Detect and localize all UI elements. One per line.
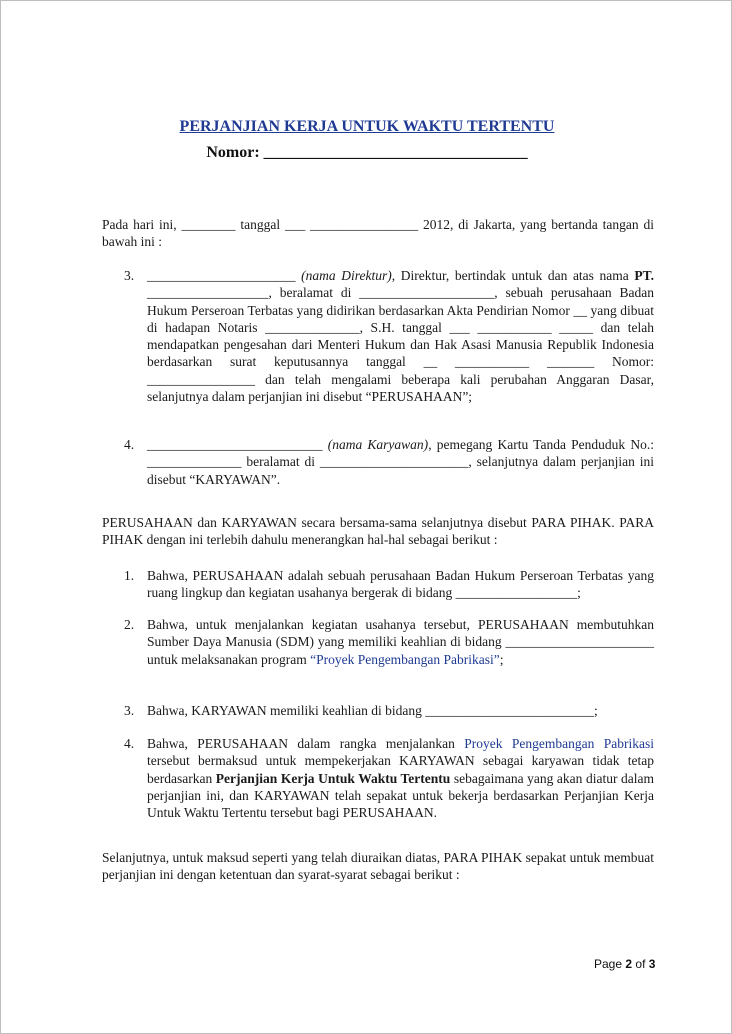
recital-2-program-name: “Proyek Pengembangan Pabrikasi”	[310, 651, 500, 667]
recital-2-text-b: ;	[499, 651, 504, 667]
recital-2-text-a: Bahwa, untuk menjalankan kegiatan usahanya tersebut, PERUSAHAAN membutuhkan Sumber Daya Manusia (SDM) yang memiliki keahlian di bidang ______________________ untuk melaksanakan program	[147, 617, 654, 667]
recital-4-agreement-name: Perjanjian Kerja Untuk Waktu Tertentu	[215, 770, 451, 786]
recital-4-text-c: sebagaimana yang akan diatur dalam perjanjian ini, dan KARYAWAN telah sepakat untuk bekerja berdasarkan Perjanjian Kerja Untuk Waktu Tertentu tersebut bagi PERUSAHAAN.	[147, 770, 655, 821]
para-pihak-paragraph: PERUSAHAAN dan KARYAWAN secara bersama-sama selanjutnya disebut PARA PIHAK. PARA PIHAK dengan ini terlebih dahulu menerangkan hal-hal sebagai berikut :	[102, 515, 654, 548]
party-2-role: (nama Karyawan)	[327, 437, 429, 452]
recital-4-number: 4.	[124, 736, 135, 751]
party-2-name-blank: __________________________	[147, 437, 323, 452]
current-page: 2	[625, 957, 633, 971]
party-1-text-b: __________________, beralamat di ____________________, sebuah perusahaan Badan Hukum Perseroan Terbatas yang didirikan berdasarkan Akta Pendirian Nomor __ yang dibuat di hadapan Notaris ______________, S.H. tanggal ___ ___________ _____ dan telah mendapatkan pengesahan dari Menteri Hukum dan Hak Asasi Manusia Republik Indonesia berdasarkan surat keputusannya tanggal __ ___________ _______ Nomor: ________________ dan telah mengalami beberapa kali perubahan Anggaran Dasar, selanjutnya dalam perjanjian ini disebut “PERUSAHAAN”;	[147, 285, 654, 405]
party-1-clause	[102, 267, 654, 405]
of-label: of	[635, 957, 646, 971]
recital-2	[102, 616, 654, 668]
document-number: Nomor: _________________________________	[206, 144, 528, 161]
recital-1-text: Bahwa, PERUSAHAAN adalah sebuah perusahaan Badan Hukum Perseroan Terbatas yang ruang lingkup dan kegiatan usahanya bergerak di bidang __________________;	[147, 568, 654, 601]
party-1-text-a: , Direktur, bertindak untuk dan atas nama	[391, 268, 629, 283]
party-2-clause	[102, 436, 654, 488]
party-2-number: 4.	[124, 437, 135, 452]
recital-3-text: Bahwa, KARYAWAN memiliki keahlian di bidang _________________________;	[147, 703, 598, 718]
recital-3-number: 3.	[124, 703, 135, 718]
opening-paragraph: Pada hari ini, ________ tanggal ___ ________________ 2012, di Jakarta, yang bertanda tangan di bawah ini :	[102, 217, 654, 250]
recital-1	[102, 567, 654, 602]
page-number	[594, 957, 655, 971]
recital-1-number: 1.	[124, 568, 135, 583]
total-pages: 3	[648, 957, 656, 971]
recital-2-number: 2.	[124, 617, 135, 632]
recital-4-text-a: Bahwa, PERUSAHAAN dalam rangka menjalankan	[147, 736, 465, 751]
page-label: Page	[594, 957, 623, 971]
party-2-text: , pemegang Kartu Tanda Penduduk No.: ______________ beralamat di ______________________, selanjutnya dalam perjanjian ini disebut “KARYAWAN”.	[147, 437, 655, 487]
recital-4-program-name: Proyek Pengembangan Pabrikasi	[464, 736, 655, 751]
party-1-name-blank: ______________________	[147, 268, 296, 283]
recital-3	[102, 702, 654, 719]
closing-paragraph: Selanjutnya, untuk maksud seperti yang telah diuraikan diatas, PARA PIHAK sepakat untuk membuat perjanjian ini dengan ketentuan dan syarat-syarat sebagai berikut :	[102, 850, 654, 883]
party-1-pt-label: PT.	[634, 268, 655, 283]
party-1-role: (nama Direktur)	[301, 268, 392, 283]
recital-4-text-b: tersebut bermaksud untuk mempekerjakan KARYAWAN sebagai karyawan tidak tetap berdasarkan	[147, 753, 654, 786]
party-1-number: 3.	[124, 268, 135, 283]
document-title: PERJANJIAN KERJA UNTUK WAKTU TERTENTU	[179, 118, 555, 135]
recital-4	[102, 735, 654, 821]
